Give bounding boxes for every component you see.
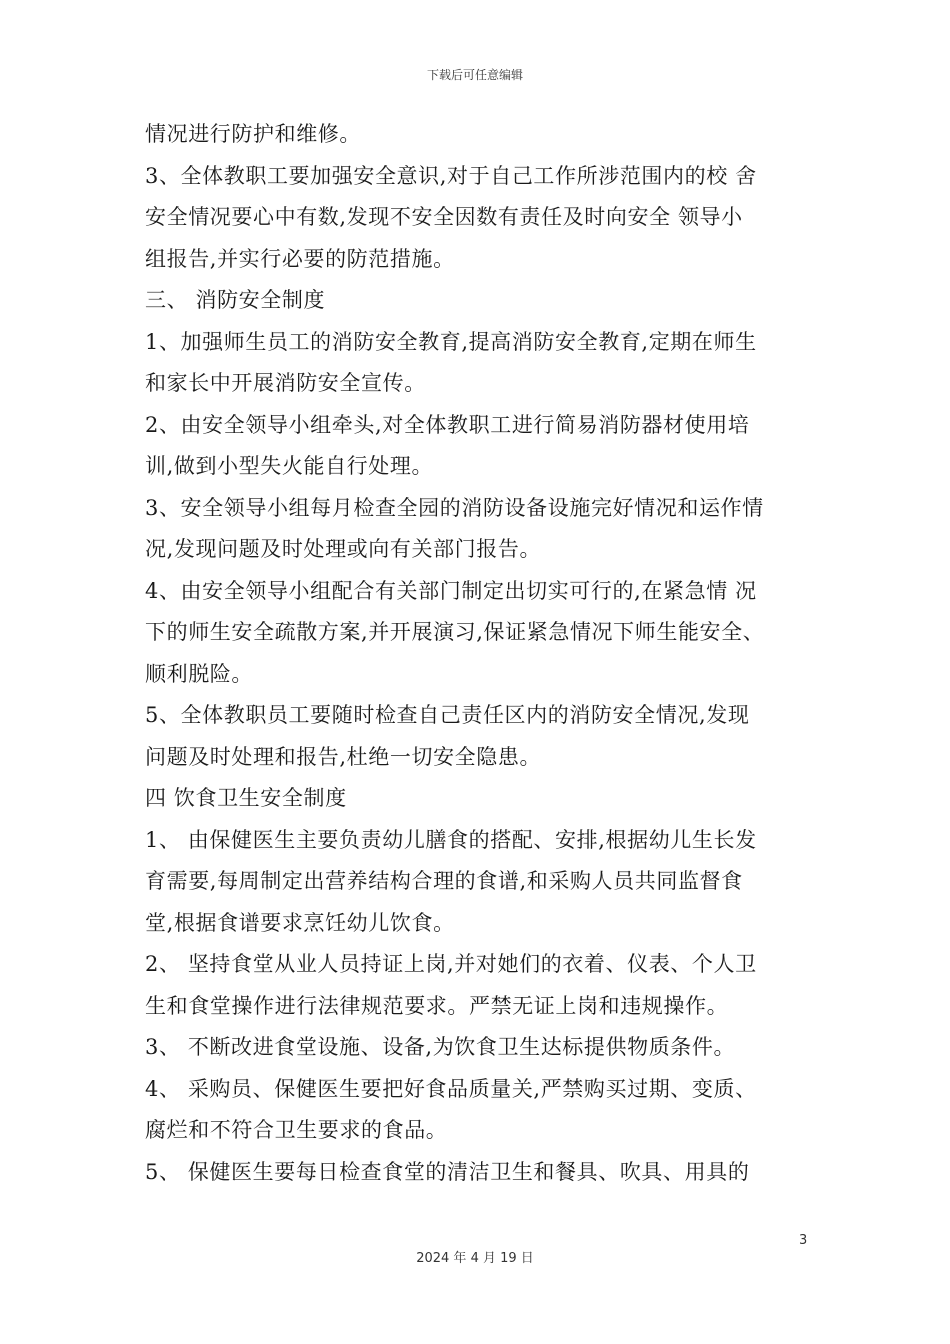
text-line: 育需要,每周制定出营养结构合理的食谱,和采购人员共同监督食 [145, 869, 743, 893]
text-line: 况,发现问题及时处理或向有关部门报告。 [145, 537, 542, 561]
section-heading: 三、 消防安全制度 [145, 288, 326, 312]
text-line: 下的师生安全疏散方案,并开展演习,保证紧急情况下师生能安全、 [145, 620, 765, 644]
document-body [145, 114, 815, 1193]
text-line: 3、安全领导小组每月检查全园的消防设备设施完好情况和运作情 [145, 495, 764, 520]
text-line: 3、 不断改进食堂设施、设备,为饮食卫生达标提供物质条件。 [145, 1035, 736, 1059]
page-header: 下载后可任意编辑 [426, 68, 523, 82]
section-heading: 四 饮食卫生安全制度 [145, 786, 347, 810]
text-line: 1、 由保健医生主要负责幼儿膳食的搭配、安排,根据幼儿生长发 [145, 827, 757, 852]
text-line: 问题及时处理和报告,杜绝一切安全隐患。 [145, 744, 542, 769]
text-line: 顺利脱险。 [145, 661, 253, 686]
text-line: 组报告,并实行必要的防范措施。 [145, 246, 455, 271]
text-line: 和家长中开展消防安全宣传。 [145, 371, 426, 395]
text-line: 5、全体教职员工要随时检查自己责任区内的消防安全情况,发现 [145, 703, 750, 727]
text-line: 腐烂和不符合卫生要求的食品。 [145, 1118, 448, 1142]
footer-date: 2024 年 4 月 19 日 [416, 1251, 534, 1266]
page-number: 3 [799, 1233, 808, 1248]
text-line: 安全情况要心中有数,发现不安全因数有责任及时向安全 领导小 [145, 205, 743, 229]
text-line: 训,做到小型失火能自行处理。 [145, 454, 434, 478]
text-line: 2、由安全领导小组牵头,对全体教职工进行简易消防器材使用培 [145, 412, 750, 437]
text-line: 4、 采购员、保健医生要把好食品质量关,严禁购买过期、变质、 [145, 1076, 757, 1101]
text-line: 4、由安全领导小组配合有关部门制定出切实可行的,在紧急情 况 [145, 578, 757, 603]
text-line: 3、全体教职工要加强安全意识,对于自己工作所涉范围内的校 舍 [145, 163, 757, 188]
text-line: 1、加强师生员工的消防安全教育,提高消防安全教育,定期在师生 [145, 329, 757, 354]
text-line: 堂,根据食谱要求烹饪幼儿饮食。 [145, 910, 455, 935]
text-line: 情况进行防护和维修。 [145, 122, 361, 146]
text-line: 2、 坚持食堂从业人员持证上岗,并对她们的衣着、仪表、个人卫 [145, 952, 757, 976]
text-line: 5、 保健医生要每日检查食堂的清洁卫生和餐具、吹具、用具的 [145, 1159, 750, 1184]
text-line: 生和食堂操作进行法律规范要求。严禁无证上岗和违规操作。 [145, 993, 729, 1018]
